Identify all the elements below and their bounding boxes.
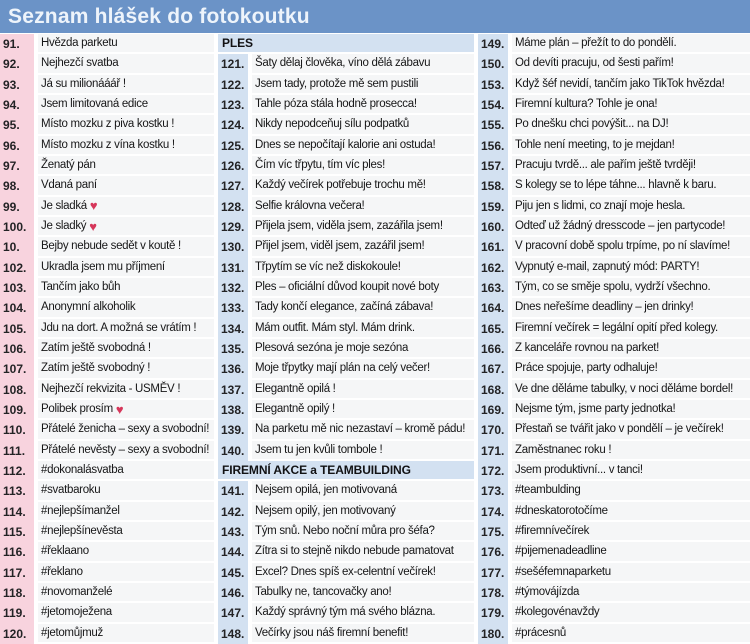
table-row bbox=[218, 156, 474, 176]
table-row bbox=[478, 359, 750, 379]
row-number: 170. bbox=[478, 420, 508, 440]
row-number: 132. bbox=[218, 278, 248, 298]
heart-icon: ♥ bbox=[89, 198, 98, 214]
table-row bbox=[478, 278, 750, 298]
row-text: Je sladká ♥ bbox=[38, 197, 214, 217]
row-number: 100. bbox=[0, 217, 34, 237]
row-number: 103. bbox=[0, 278, 34, 298]
row-text: Nejsme tým, jsme party jednotka! bbox=[512, 400, 750, 420]
table-row bbox=[218, 563, 474, 583]
row-number: 142. bbox=[218, 502, 248, 522]
row-text: Zatím ještě svobodný ! bbox=[38, 359, 214, 379]
table-row bbox=[218, 197, 474, 217]
row-number: 156. bbox=[478, 136, 508, 156]
row-number: 153. bbox=[478, 75, 508, 95]
phrase-table bbox=[0, 34, 750, 644]
row-text: Vdaná paní bbox=[38, 176, 214, 196]
table-row bbox=[0, 461, 214, 481]
row-number: 94. bbox=[0, 95, 34, 115]
table-row bbox=[478, 502, 750, 522]
row-number: 171. bbox=[478, 441, 508, 461]
table-row bbox=[0, 115, 214, 135]
row-text: Elegantně opilá ! bbox=[252, 380, 474, 400]
table-row bbox=[478, 197, 750, 217]
row-text: Tančím jako bůh bbox=[38, 278, 214, 298]
table-row bbox=[478, 319, 750, 339]
row-text: #kolegovénavždy bbox=[512, 603, 750, 623]
table-row bbox=[478, 603, 750, 623]
row-text: V pracovní době spolu trpíme, po ní slavíme! bbox=[512, 237, 750, 257]
row-text: Moje třpytky mají plán na celý večer! bbox=[252, 359, 474, 379]
row-number: 126. bbox=[218, 156, 248, 176]
table-row bbox=[478, 583, 750, 603]
row-text: #nejlepšímanžel bbox=[38, 502, 214, 522]
row-number: 150. bbox=[478, 54, 508, 74]
table-row bbox=[478, 420, 750, 440]
row-text: Vypnutý e-mail, zapnutý mód: PARTY! bbox=[512, 258, 750, 278]
row-number: 122. bbox=[218, 75, 248, 95]
table-row bbox=[0, 54, 214, 74]
row-number: 176. bbox=[478, 542, 508, 562]
row-number: 145. bbox=[218, 563, 248, 583]
table-row bbox=[0, 319, 214, 339]
row-text: Jsem tady, protože mě sem pustili bbox=[252, 75, 474, 95]
row-text: Zaměstnanec roku ! bbox=[512, 441, 750, 461]
row-number: 179. bbox=[478, 603, 508, 623]
row-number: 131. bbox=[218, 258, 248, 278]
row-number: 180. bbox=[478, 624, 508, 644]
table-row bbox=[0, 156, 214, 176]
row-text: S kolegy se to lépe táhne... hlavně k baru. bbox=[512, 176, 750, 196]
row-text: #týmovájízda bbox=[512, 583, 750, 603]
table-row bbox=[218, 298, 474, 318]
row-text: Máme plán – přežít to do pondělí. bbox=[512, 34, 750, 54]
table-row bbox=[478, 54, 750, 74]
row-text: Přátelé nevěsty – sexy a svobodní! bbox=[38, 441, 214, 461]
row-text: Ples – oficiální důvod koupit nové boty bbox=[252, 278, 474, 298]
row-number: 124. bbox=[218, 115, 248, 135]
row-text: Dnes se nepočítají kalorie ani ostuda! bbox=[252, 136, 474, 156]
row-number: 129. bbox=[218, 217, 248, 237]
row-number: 154. bbox=[478, 95, 508, 115]
row-text: Já su milionááář ! bbox=[38, 75, 214, 95]
row-text: Firemní kultura? Tohle je ona! bbox=[512, 95, 750, 115]
table-row bbox=[218, 176, 474, 196]
row-number: 141. bbox=[218, 481, 248, 501]
row-text: Ukradla jsem mu příjmení bbox=[38, 258, 214, 278]
section-header: PLES bbox=[218, 34, 474, 54]
table-row bbox=[478, 156, 750, 176]
row-text: Místo mozku z vína kostku ! bbox=[38, 136, 214, 156]
table-column bbox=[478, 34, 750, 644]
row-number: 109. bbox=[0, 400, 34, 420]
table-row bbox=[0, 603, 214, 623]
table-row bbox=[218, 115, 474, 135]
row-text: Třpytím se víc než diskokoule! bbox=[252, 258, 474, 278]
row-text: Každý večírek potřebuje trochu mě! bbox=[252, 176, 474, 196]
row-text: Tahle póza stála hodně prosecca! bbox=[252, 95, 474, 115]
table-row bbox=[218, 319, 474, 339]
table-row bbox=[0, 359, 214, 379]
table-row bbox=[478, 34, 750, 54]
table-row bbox=[0, 502, 214, 522]
row-text: #řeklaano bbox=[38, 542, 214, 562]
row-text: Excel? Dnes spíš ex-celentní večírek! bbox=[252, 563, 474, 583]
row-text: Místo mozku z piva kostku ! bbox=[38, 115, 214, 135]
table-row bbox=[0, 278, 214, 298]
row-number: 111. bbox=[0, 441, 34, 461]
row-text: #dokonalásvatba bbox=[38, 461, 214, 481]
row-text: Piju jen s lidmi, co znají moje hesla. bbox=[512, 197, 750, 217]
row-text: Přátelé ženicha – sexy a svobodní! bbox=[38, 420, 214, 440]
row-number: 97. bbox=[0, 156, 34, 176]
table-row bbox=[0, 583, 214, 603]
row-number: 144. bbox=[218, 542, 248, 562]
table-row bbox=[0, 136, 214, 156]
row-number: 98. bbox=[0, 176, 34, 196]
row-text: Bejby nebude sedět v koutě ! bbox=[38, 237, 214, 257]
table-row bbox=[0, 339, 214, 359]
row-number: 167. bbox=[478, 359, 508, 379]
table-row bbox=[0, 95, 214, 115]
row-text: #nejlepšínevěsta bbox=[38, 522, 214, 542]
row-number: 143. bbox=[218, 522, 248, 542]
table-row bbox=[0, 75, 214, 95]
row-number: 105. bbox=[0, 319, 34, 339]
table-row bbox=[218, 75, 474, 95]
table-row bbox=[218, 583, 474, 603]
row-number: 162. bbox=[478, 258, 508, 278]
table-row bbox=[218, 481, 474, 501]
row-number: 158. bbox=[478, 176, 508, 196]
table-row bbox=[218, 54, 474, 74]
row-text: Tohle není meeting, to je mejdan! bbox=[512, 136, 750, 156]
row-number: 115. bbox=[0, 522, 34, 542]
row-number: 121. bbox=[218, 54, 248, 74]
row-number: 91. bbox=[0, 34, 34, 54]
row-text: Tým snů. Nebo noční můra pro šéfa? bbox=[252, 522, 474, 542]
row-number: 123. bbox=[218, 95, 248, 115]
table-row bbox=[218, 359, 474, 379]
row-text: Přijel jsem, viděl jsem, zazářil jsem! bbox=[252, 237, 474, 257]
table-row bbox=[0, 522, 214, 542]
table-row bbox=[478, 624, 750, 644]
row-number: 125. bbox=[218, 136, 248, 156]
row-text: #prácesnů bbox=[512, 624, 750, 644]
row-text: Elegantně opilý ! bbox=[252, 400, 474, 420]
table-row bbox=[478, 298, 750, 318]
table-row bbox=[478, 461, 750, 481]
row-number: 134. bbox=[218, 319, 248, 339]
table-row bbox=[218, 400, 474, 420]
row-number: 139. bbox=[218, 420, 248, 440]
table-row bbox=[478, 217, 750, 237]
row-number: 165. bbox=[478, 319, 508, 339]
table-row bbox=[478, 237, 750, 257]
table-row bbox=[0, 258, 214, 278]
row-text: Jsem tu jen kvůli tombole ! bbox=[252, 441, 474, 461]
row-number: 102. bbox=[0, 258, 34, 278]
row-number: 133. bbox=[218, 298, 248, 318]
row-text: Zatím ještě svobodná ! bbox=[38, 339, 214, 359]
row-number: 146. bbox=[218, 583, 248, 603]
table-row bbox=[218, 420, 474, 440]
row-number: 104. bbox=[0, 298, 34, 318]
row-text: #jetomůjmuž bbox=[38, 624, 214, 644]
table-row bbox=[478, 75, 750, 95]
row-text: #teambulding bbox=[512, 481, 750, 501]
row-number: 110. bbox=[0, 420, 34, 440]
page-title: Seznam hlášek do fotokoutku bbox=[8, 4, 310, 28]
row-number: 130. bbox=[218, 237, 248, 257]
row-number: 108. bbox=[0, 380, 34, 400]
row-number: 96. bbox=[0, 136, 34, 156]
row-number: 118. bbox=[0, 583, 34, 603]
table-row bbox=[478, 380, 750, 400]
row-text: Na parketu mě nic nezastaví – kromě pádu! bbox=[252, 420, 474, 440]
row-number: 148. bbox=[218, 624, 248, 644]
row-number: 10. bbox=[0, 237, 34, 257]
table-row bbox=[0, 34, 214, 54]
row-text: Tabulky ne, tancovačky ano! bbox=[252, 583, 474, 603]
row-number: 149. bbox=[478, 34, 508, 54]
row-number: 159. bbox=[478, 197, 508, 217]
table-row bbox=[0, 380, 214, 400]
row-number: 175. bbox=[478, 522, 508, 542]
table-row bbox=[218, 441, 474, 461]
row-number: 140. bbox=[218, 441, 248, 461]
row-text: Tým, co se směje spolu, vydrží všechno. bbox=[512, 278, 750, 298]
row-text: Pracuju tvrdě... ale pařím ještě tvrději! bbox=[512, 156, 750, 176]
row-number: 177. bbox=[478, 563, 508, 583]
row-text: Hvězda parketu bbox=[38, 34, 214, 54]
table-row bbox=[0, 441, 214, 461]
table-row bbox=[478, 563, 750, 583]
table-row bbox=[0, 176, 214, 196]
row-text: Jdu na dort. A možná se vrátím ! bbox=[38, 319, 214, 339]
row-number: 163. bbox=[478, 278, 508, 298]
row-text: Ve dne děláme tabulky, v noci děláme bordel! bbox=[512, 380, 750, 400]
table-row bbox=[478, 481, 750, 501]
table-row bbox=[0, 400, 214, 420]
row-text: Mám outfit. Mám styl. Mám drink. bbox=[252, 319, 474, 339]
table-row bbox=[0, 197, 214, 217]
row-number: 157. bbox=[478, 156, 508, 176]
row-text: Nikdy nepodceňuj sílu podpatků bbox=[252, 115, 474, 135]
table-row bbox=[478, 258, 750, 278]
table-row bbox=[0, 420, 214, 440]
row-number: 119. bbox=[0, 603, 34, 623]
row-text: Je sladký ♥ bbox=[38, 217, 214, 237]
row-number: 120. bbox=[0, 624, 34, 644]
row-text: Večírky jsou náš firemní benefit! bbox=[252, 624, 474, 644]
table-row bbox=[218, 502, 474, 522]
row-number: 160. bbox=[478, 217, 508, 237]
section-header: FIREMNÍ AKCE a TEAMBUILDING bbox=[218, 461, 474, 481]
row-text: Selfie královna večera! bbox=[252, 197, 474, 217]
row-text: Nejhezčí rekvizita - USMĚV ! bbox=[38, 380, 214, 400]
row-text: Nejsem opilý, jen motivovaný bbox=[252, 502, 474, 522]
table-row bbox=[0, 624, 214, 644]
row-number: 127. bbox=[218, 176, 248, 196]
row-text: #novomanželé bbox=[38, 583, 214, 603]
title-bar bbox=[0, 0, 750, 33]
row-text: Polibek prosím ♥ bbox=[38, 400, 214, 420]
row-number: 138. bbox=[218, 400, 248, 420]
row-number: 114. bbox=[0, 502, 34, 522]
row-number: 164. bbox=[478, 298, 508, 318]
row-text: #pijemenadeadline bbox=[512, 542, 750, 562]
row-number: 112. bbox=[0, 461, 34, 481]
row-text: Od devíti pracuju, od šesti pařím! bbox=[512, 54, 750, 74]
row-number: 99. bbox=[0, 197, 34, 217]
table-row bbox=[0, 217, 214, 237]
row-number: 116. bbox=[0, 542, 34, 562]
row-text: Šaty dělaj člověka, víno dělá zábavu bbox=[252, 54, 474, 74]
table-row bbox=[0, 481, 214, 501]
table-row bbox=[478, 522, 750, 542]
row-text: #dneskatorotočíme bbox=[512, 502, 750, 522]
table-row bbox=[0, 298, 214, 318]
row-text: Ženatý pán bbox=[38, 156, 214, 176]
row-number: 136. bbox=[218, 359, 248, 379]
table-row bbox=[478, 542, 750, 562]
row-text: Každý správný tým má svého blázna. bbox=[252, 603, 474, 623]
table-row bbox=[478, 136, 750, 156]
row-number: 155. bbox=[478, 115, 508, 135]
table-row bbox=[218, 217, 474, 237]
table-row bbox=[478, 400, 750, 420]
table-row bbox=[218, 380, 474, 400]
table-row bbox=[478, 95, 750, 115]
row-number: 172. bbox=[478, 461, 508, 481]
table-row bbox=[0, 563, 214, 583]
row-number: 161. bbox=[478, 237, 508, 257]
row-number: 107. bbox=[0, 359, 34, 379]
row-text: #firemnívečírek bbox=[512, 522, 750, 542]
row-number: 147. bbox=[218, 603, 248, 623]
row-text: Přijela jsem, viděla jsem, zazářila jsem! bbox=[252, 217, 474, 237]
row-text: Jsem limitovaná edice bbox=[38, 95, 214, 115]
row-text: Nejhezčí svatba bbox=[38, 54, 214, 74]
table-column bbox=[0, 34, 214, 644]
row-number: 137. bbox=[218, 380, 248, 400]
row-text: Plesová sezóna je moje sezóna bbox=[252, 339, 474, 359]
row-number: 113. bbox=[0, 481, 34, 501]
row-text: #řeklano bbox=[38, 563, 214, 583]
table-row bbox=[218, 542, 474, 562]
row-number: 93. bbox=[0, 75, 34, 95]
row-text: Odteď už žádný dresscode – jen partycode! bbox=[512, 217, 750, 237]
table-row bbox=[478, 441, 750, 461]
heart-icon: ♥ bbox=[115, 401, 124, 417]
table-row bbox=[478, 176, 750, 196]
table-row bbox=[218, 258, 474, 278]
row-text: Zítra si to stejně nikdo nebude pamatovat bbox=[252, 542, 474, 562]
row-text: #svatbaroku bbox=[38, 481, 214, 501]
row-number: 92. bbox=[0, 54, 34, 74]
row-number: 174. bbox=[478, 502, 508, 522]
row-number: 106. bbox=[0, 339, 34, 359]
row-text: Anonymní alkoholik bbox=[38, 298, 214, 318]
table-row bbox=[218, 237, 474, 257]
table-row bbox=[218, 95, 474, 115]
row-text: Čím víc třpytu, tím víc ples! bbox=[252, 156, 474, 176]
table-row bbox=[478, 115, 750, 135]
row-number: 135. bbox=[218, 339, 248, 359]
row-text: Firemní večírek = legální opití před kolegy. bbox=[512, 319, 750, 339]
row-text: Když šéf nevidí, tančím jako TikTok hvězda! bbox=[512, 75, 750, 95]
row-number: 168. bbox=[478, 380, 508, 400]
row-text: #sešéfemnaparketu bbox=[512, 563, 750, 583]
table-row bbox=[0, 237, 214, 257]
table-row bbox=[478, 339, 750, 359]
table-row bbox=[218, 278, 474, 298]
table-row bbox=[0, 542, 214, 562]
table-row bbox=[218, 522, 474, 542]
row-number: 173. bbox=[478, 481, 508, 501]
row-text: Tady končí elegance, začíná zábava! bbox=[252, 298, 474, 318]
row-text: Nejsem opilá, jen motivovaná bbox=[252, 481, 474, 501]
row-text: #jetomoježena bbox=[38, 603, 214, 623]
table-row bbox=[218, 624, 474, 644]
row-number: 128. bbox=[218, 197, 248, 217]
row-number: 95. bbox=[0, 115, 34, 135]
row-number: 166. bbox=[478, 339, 508, 359]
row-number: 169. bbox=[478, 400, 508, 420]
row-text: Po dnešku chci povýšit... na DJ! bbox=[512, 115, 750, 135]
row-number: 117. bbox=[0, 563, 34, 583]
table-row bbox=[218, 603, 474, 623]
row-text: Jsem produktivní... v tanci! bbox=[512, 461, 750, 481]
table-row bbox=[218, 136, 474, 156]
row-text: Dnes neřešíme deadliny – jen drinky! bbox=[512, 298, 750, 318]
table-column bbox=[218, 34, 474, 644]
row-text: Z kanceláře rovnou na parket! bbox=[512, 339, 750, 359]
row-text: Práce spojuje, party odhaluje! bbox=[512, 359, 750, 379]
heart-icon: ♥ bbox=[89, 218, 97, 234]
row-number: 178. bbox=[478, 583, 508, 603]
table-row bbox=[218, 339, 474, 359]
row-text: Přestaň se tvářit jako v pondělí – je večírek! bbox=[512, 420, 750, 440]
